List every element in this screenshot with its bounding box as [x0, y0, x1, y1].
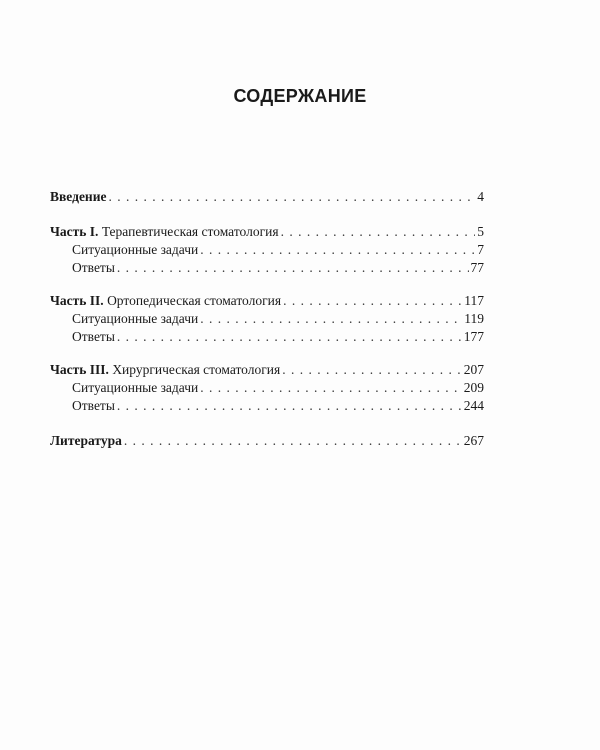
toc-page-number: 119 [464, 311, 484, 326]
toc-entry-label: Ответы [72, 398, 115, 413]
toc-entry-label: Ответы [72, 260, 115, 275]
dot-leader [200, 379, 461, 397]
toc-page-number: 4 [477, 189, 484, 204]
dot-leader [117, 259, 469, 277]
toc-page-number: 7 [477, 242, 484, 257]
toc-entry-intro [50, 188, 484, 206]
toc-page-number: 207 [463, 362, 484, 377]
table-of-contents [50, 188, 484, 450]
page-title: СОДЕРЖАНИЕ [233, 86, 367, 106]
toc-page-number: 5 [477, 224, 484, 239]
dot-leader [124, 432, 462, 450]
toc-entry-part3-tasks [50, 379, 484, 397]
toc-entry-label [50, 223, 279, 241]
part-title: Хирургическая стоматология [112, 362, 281, 377]
dot-leader [200, 241, 475, 259]
toc-entry-label: Ситуационные задачи [72, 380, 199, 395]
toc-entry-part1-tasks [50, 241, 484, 259]
dot-leader [200, 310, 462, 328]
toc-page-number: 244 [463, 398, 484, 413]
toc-entry-part3-answers [50, 397, 484, 415]
toc-page-number: 267 [463, 433, 484, 448]
dot-leader [281, 223, 476, 241]
toc-entry-part1 [50, 223, 484, 241]
toc-entry-label: Введение [50, 189, 107, 204]
toc-entry-label: Ситуационные задачи [72, 311, 199, 326]
toc-entry-literature [50, 432, 484, 450]
toc-entry-label [50, 361, 280, 379]
part-prefix: Часть I. [50, 224, 99, 239]
toc-entry-part2-answers [50, 328, 484, 346]
part-title: Терапевтическая стоматология [101, 224, 279, 239]
toc-page-number: 77 [470, 260, 484, 275]
toc-page-number: 177 [463, 329, 484, 344]
part-prefix: Часть II. [50, 293, 104, 308]
dot-leader [282, 361, 462, 379]
toc-entry-part1-answers [50, 259, 484, 277]
toc-page-number: 209 [463, 380, 484, 395]
toc-entry-label: Ситуационные задачи [72, 242, 199, 257]
toc-entry-part2-tasks [50, 310, 484, 328]
toc-page-number: 117 [464, 293, 484, 308]
dot-leader [117, 328, 462, 346]
dot-leader [283, 292, 462, 310]
toc-entry-part2 [50, 292, 484, 310]
dot-leader [117, 397, 462, 415]
toc-entry-label [50, 292, 281, 310]
toc-entry-label: Ответы [72, 329, 115, 344]
part-prefix: Часть III. [50, 362, 109, 377]
part-title: Ортопедическая стоматология [107, 293, 282, 308]
dot-leader [108, 188, 475, 206]
toc-entry-label: Литература [50, 433, 122, 448]
toc-entry-part3 [50, 361, 484, 379]
